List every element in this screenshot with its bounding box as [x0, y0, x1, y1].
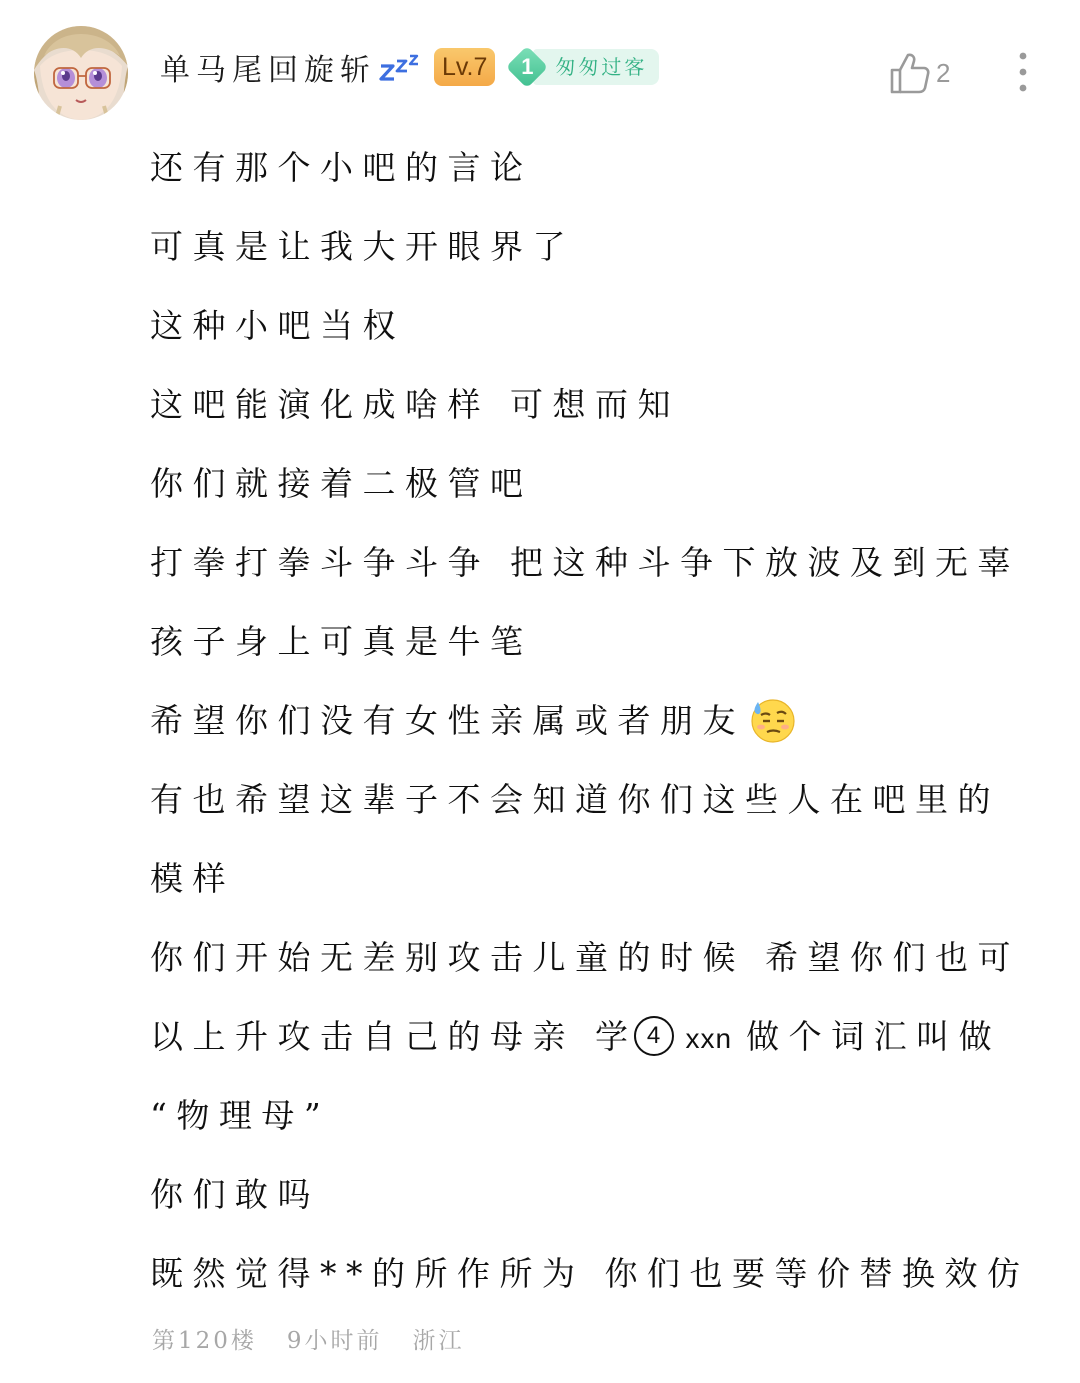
post-line-latin: xxn	[685, 1023, 733, 1054]
circled-number: 4	[634, 1016, 674, 1056]
like-count: 2	[936, 57, 951, 88]
post-line-mixed	[150, 1007, 1001, 1067]
post-line: 打拳打拳斗争斗争 把这种斗争下放波及到无辜	[150, 543, 1020, 582]
username[interactable]: 单马尾回旋斩	[160, 53, 376, 88]
post-line-tail: 做个词汇叫做	[746, 1017, 1002, 1056]
post-line-text: 希望你们没有女性亲属或者朋友	[150, 701, 745, 740]
post-line: 这吧能演化成啥样 可想而知	[150, 385, 680, 424]
user-info-row	[160, 44, 659, 90]
more-vertical-icon[interactable]	[1008, 50, 1038, 94]
post-line: 你们开始无差别攻击儿童的时候 希望你们也可	[150, 938, 1020, 977]
post-line: 还有那个小吧的言论	[150, 148, 533, 187]
post-line-text: 以上升攻击自己的母亲 学	[150, 1017, 638, 1056]
post-footer	[152, 1318, 495, 1358]
cold-sweat-emoji	[749, 696, 797, 744]
level-badge[interactable]: Lv.7	[434, 48, 495, 86]
post-line: 你们敢吗	[150, 1175, 320, 1214]
post-header	[0, 0, 1080, 140]
fan-title: 匆匆过客	[533, 49, 659, 85]
thumbs-up-icon	[888, 50, 932, 96]
like-button[interactable]	[888, 48, 950, 98]
post-line: 你们就接着二极管吧	[150, 464, 533, 503]
post-line: 有也希望这辈子不会知道你们这些人在吧里的	[150, 780, 1000, 819]
sleep-zzz-icon	[378, 52, 422, 82]
floor-number: 第120楼	[152, 1327, 257, 1354]
post-line: 既然觉得**的所作所为 你们也要等价替换效仿	[150, 1254, 1030, 1293]
fan-badge[interactable]	[507, 48, 659, 86]
fan-level-diamond-icon	[507, 47, 547, 87]
post-line: 这种小吧当权	[150, 306, 405, 345]
post-time: 9小时前	[286, 1327, 383, 1354]
ip-location: 浙江	[412, 1327, 465, 1354]
user-avatar[interactable]	[34, 26, 128, 120]
post-line-with-emoji	[150, 691, 797, 751]
post-line: 可真是让我大开眼界了	[150, 227, 575, 266]
avatar-image	[34, 26, 128, 120]
fan-level-number: 1	[521, 54, 534, 79]
post-line: 孩子身上可真是牛笔	[150, 622, 533, 661]
post-line: “物理母”	[150, 1096, 331, 1135]
post-line: 模样	[150, 859, 235, 898]
